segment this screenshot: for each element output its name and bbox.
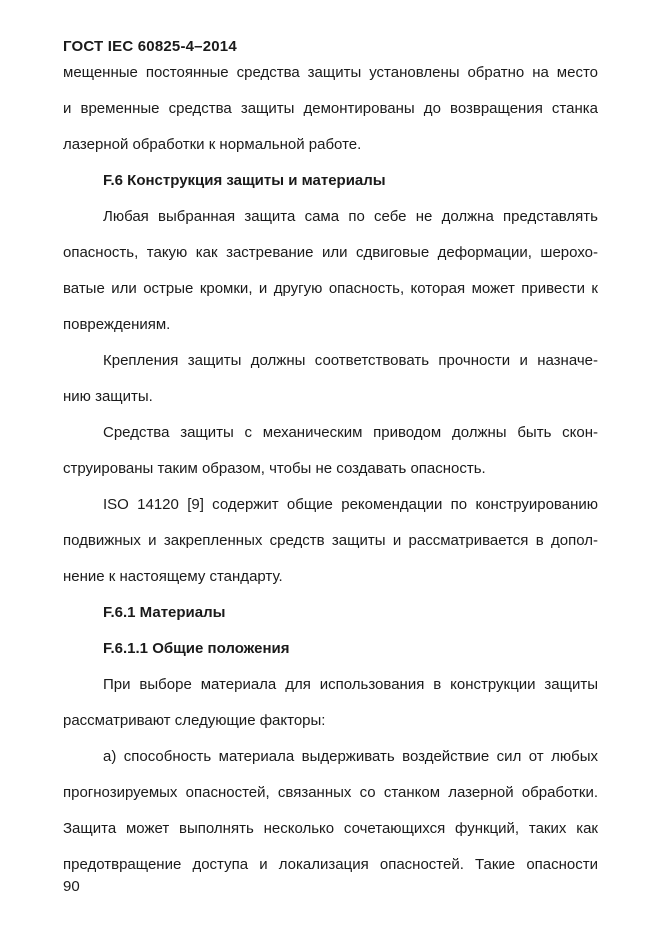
text-line: нию защиты. (63, 388, 153, 405)
text-line: а) способность материала выдерживать воздействие сил от любых (103, 748, 598, 765)
text-line: ватые или острые кромки, и другую опасность, которая может привести к (63, 280, 598, 297)
text-line: рассматривают следующие факторы: (63, 712, 326, 729)
text-line: ISO 14120 [9] содержит общие рекомендации по конструированию (103, 496, 598, 513)
text-line: опасность, такую как застревание или сдвиговые деформации, шерохо- (63, 244, 598, 261)
section-heading: F.6.1 Материалы (103, 604, 226, 621)
text-line: подвижных и закрепленных средств защиты и рассматривается в допол- (63, 532, 598, 549)
document-body (63, 55, 598, 883)
text-line: и временные средства защиты демонтированы до возвращения станка (63, 100, 598, 117)
section-heading: F.6 Конструкция защиты и материалы (103, 172, 386, 189)
text-line: повреждениям. (63, 316, 171, 333)
text-line: мещенные постоянные средства защиты установлены обратно на место (63, 64, 598, 81)
section-heading: F.6.1.1 Общие положения (103, 640, 290, 657)
text-line: Крепления защиты должны соответствовать прочности и назначе- (103, 352, 598, 369)
text-line: При выборе материала для использования в конструкции защиты (103, 676, 598, 693)
document-header: ГОСТ IEC 60825-4–2014 (63, 38, 237, 55)
text-line: струированы таким образом, чтобы не создавать опасность. (63, 460, 486, 477)
text-line: Любая выбранная защита сама по себе не должна представлять (103, 208, 598, 225)
page-number: 90 (63, 878, 80, 895)
text-line: нение к настоящему стандарту. (63, 568, 283, 585)
text-line: Средства защиты с механическим приводом должны быть скон- (103, 424, 598, 441)
text-line: прогнозируемых опасностей, связанных со станком лазерной обработки. (63, 784, 598, 801)
text-line: лазерной обработки к нормальной работе. (63, 136, 362, 153)
text-line: Защита может выполнять несколько сочетающихся функций, таких как (63, 820, 598, 837)
text-line: предотвращение доступа и локализация опасностей. Такие опасности (63, 856, 598, 873)
